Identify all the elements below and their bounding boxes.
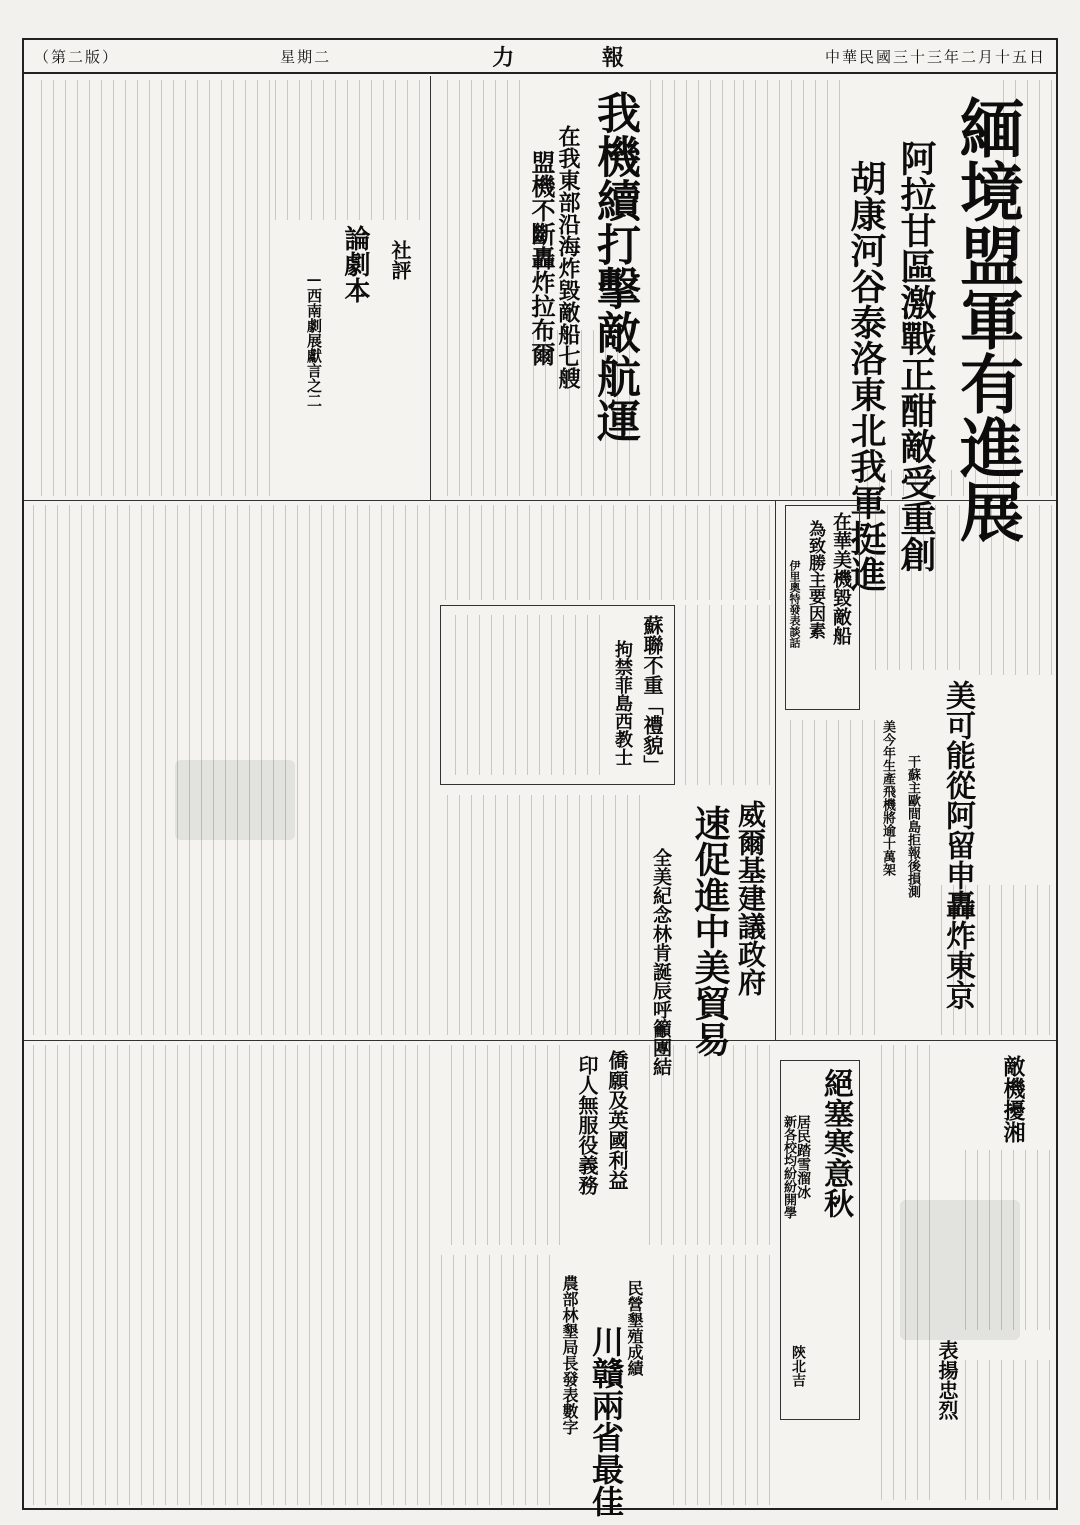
china-us-byline: 伊里奧特發表談話 (788, 560, 801, 648)
lincoln-headline: 全美紀念林肯誕辰呼籲團結 (650, 848, 672, 1076)
mao-subheadline: 拘禁菲島西教士 (612, 640, 633, 766)
masthead-weekday: 星期二 (280, 47, 332, 66)
china-us-headline: 在華美機毀敵船 (830, 512, 852, 645)
article-body (870, 505, 960, 670)
editorial-body (270, 80, 420, 220)
sichuan-subheadline: 民營墾殖成績 (625, 1280, 644, 1376)
snow-subheadline: 新各校均紛紛開學 (781, 1115, 796, 1219)
article-body (860, 470, 1000, 496)
trade-subheadline: 威爾基建議政府 (734, 800, 767, 996)
china-us-subheadline: 為致勝主要因素 (805, 520, 825, 639)
article-body (450, 615, 600, 775)
sichuan-subheadline: 農部林墾局長發表數字 (560, 1275, 579, 1435)
article-body (30, 1045, 430, 1505)
article-body (965, 1360, 1050, 1500)
shaanxi-label: 陝北吉 (790, 1345, 806, 1387)
article-body (440, 80, 520, 496)
aircraft-production: 美今年生產飛機將逾十萬架 (880, 720, 895, 876)
trade-headline: 速促進中美貿易 (689, 805, 731, 1057)
lead-headline: 緬境盟軍有進展 (949, 95, 1024, 543)
india-subheadline: 印人無服役義務 (575, 1055, 599, 1195)
snow-subheadline: 居民踏雪溜冰 (795, 1115, 811, 1199)
india-headline: 僑願及英國利益 (605, 1050, 629, 1190)
article-body (665, 1255, 770, 1505)
article-body (740, 80, 840, 496)
section-divider (24, 1040, 1056, 1041)
article-body (640, 1045, 770, 1245)
article-body (530, 330, 630, 496)
editorial-label: 社評 (388, 240, 412, 280)
article-body (440, 505, 770, 600)
print-smudge (175, 760, 295, 840)
masthead-page-number: （第二版） (34, 47, 120, 66)
column-divider (430, 76, 431, 500)
tokyo-headline: 美可能從阿留申轟炸東京 (940, 680, 975, 1010)
editorial-title: 論劇本 (340, 225, 370, 303)
sichuan-headline: 川贛兩省最佳 (587, 1325, 625, 1517)
print-smudge (900, 1200, 1020, 1340)
article-body (440, 1255, 550, 1505)
snow-headline: 絕塞寒意秋 (818, 1068, 853, 1218)
article-body (785, 720, 875, 1035)
loyalty-headline: 表揚忠烈 (935, 1340, 959, 1420)
article-body (1000, 80, 1052, 496)
article-body (440, 795, 640, 1035)
mao-headline: 蘇聯不重「禮貌」 (640, 615, 664, 775)
article-body (640, 80, 735, 496)
editorial-body (30, 80, 270, 496)
column-divider (775, 500, 776, 1040)
masthead (22, 40, 1058, 74)
article-body (970, 505, 1052, 675)
navy-subheadline: 盟機不斷轟炸拉布爾 (527, 150, 556, 366)
navy-headline: 我機續打擊敵航運 (589, 90, 640, 442)
lead-subheadline: 胡康河谷泰洛東北我軍挺進 (845, 160, 887, 592)
enemy-aircraft-headline: 敵機擾湘 (1000, 1055, 1026, 1143)
tokyo-subheadline: 干蘇主歐間島拒報後損測 (905, 755, 920, 898)
article-body (440, 1045, 560, 1245)
masthead-date: 中華民國三十三年二月十五日 (824, 47, 1046, 66)
navy-subheadline: 在我東部沿海炸毀敵船七艘 (555, 125, 581, 389)
editorial-subtitle: —西南劇展獻言之二 (305, 270, 323, 408)
lead-subheadline: 阿拉甘區激戰正酣敵受重創 (895, 140, 937, 572)
article-body (680, 605, 770, 785)
masthead-title: 力 報 (492, 44, 664, 71)
article-body (930, 885, 1050, 1035)
